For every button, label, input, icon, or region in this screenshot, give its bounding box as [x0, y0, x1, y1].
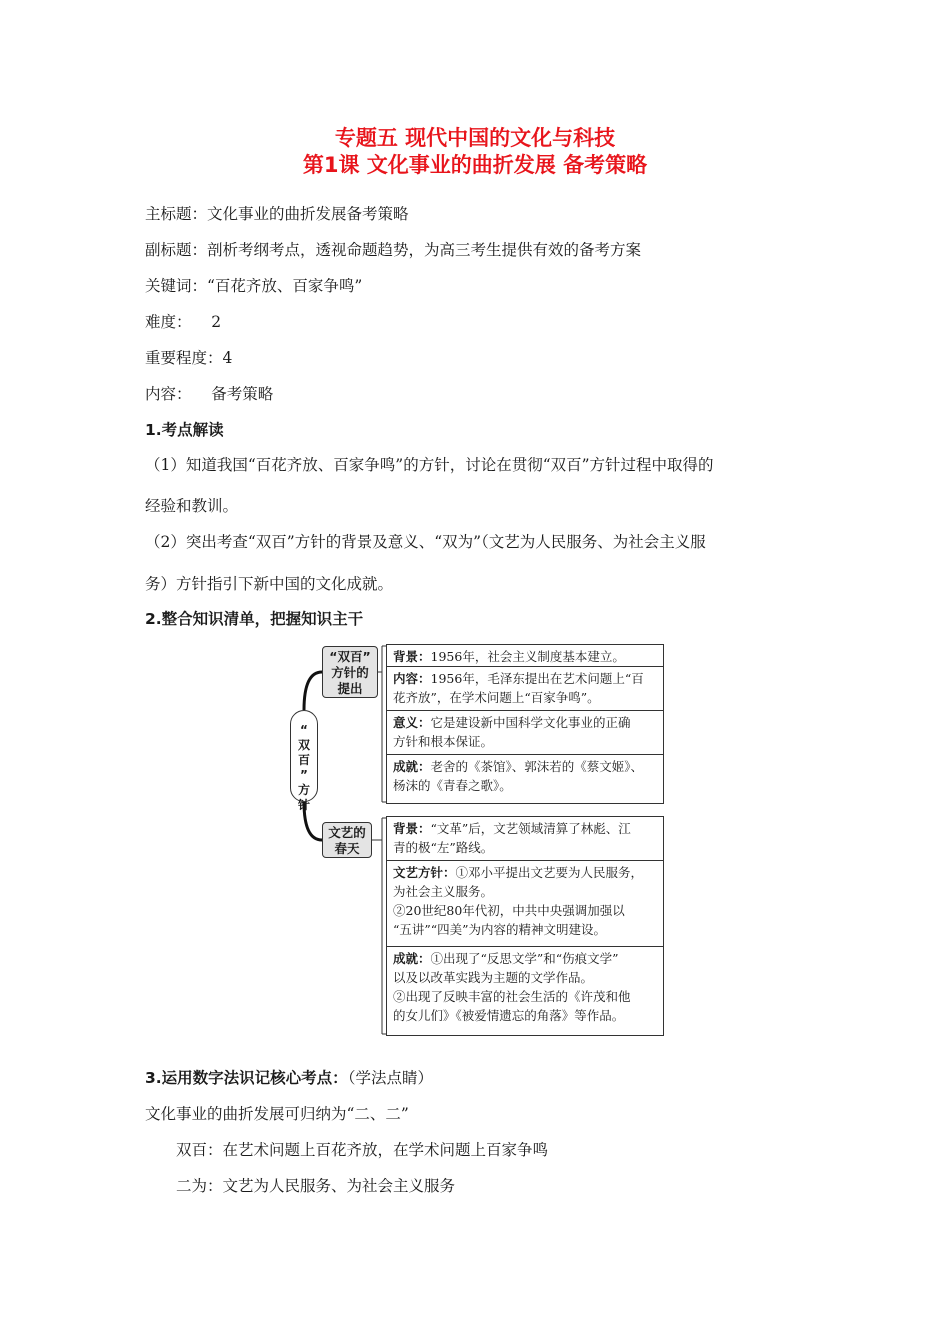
topic-title: 专题五 现代中国的文化与科技 — [334, 126, 616, 150]
panel2-achievements: 成就：①出现了“反思文学”和“伤痕文学” 以及以改革实践为主题的文学作品。 ②出现了反映丰富的社会生活的《许茂和他 的女儿们》《被爱情遗忘的角落》等作品。 — [393, 951, 631, 1023]
section1-p2-line1: （2）突出考查“双百”方针的背景及意义、“双为”（文艺为人民服务、为社会主义服 — [145, 533, 706, 551]
difficulty-line: 难度： 2 — [145, 313, 222, 331]
center-node-shuangbai: “ 双 百 ” 方 针 — [290, 710, 318, 802]
section3-heading: 3.运用数字法识记核心考点： — [145, 1069, 348, 1087]
section3-item1: 双百：在艺术问题上百花齐放，在学术问题上百家争鸣 — [176, 1141, 549, 1159]
section2-heading: 2.整合知识清单，把握知识主干 — [145, 610, 364, 628]
subtitle-line: 副标题：剖析考纲考点，透视命题趋势，为高三考生提供有效的备考方案 — [145, 241, 642, 259]
section1-p1-line2: 经验和教训。 — [145, 497, 239, 515]
panel1-background: 背景：1956年，社会主义制度基本建立。 — [387, 645, 663, 667]
panel1-achievements: 成就：老舍的《茶馆》、郭沫若的《蔡文姬》、 杨沫的《青春之歌》。 — [393, 759, 644, 793]
section3-heading-line — [145, 1066, 433, 1088]
panel-policy-proposal — [386, 644, 664, 804]
panel1-content: 内容：1956年，毛泽东提出在艺术问题上“百 花齐放”，在学术问题上“百家争鸣”。 — [387, 667, 663, 711]
panel1-significance: 意义：它是建设新中国科学文化事业的正确 方针和根本保证。 — [387, 711, 663, 755]
node-policy-proposal: “双百” 方针的 提出 — [322, 646, 378, 698]
section3-item2: 二为：文艺为人民服务、为社会主义服务 — [176, 1177, 456, 1195]
lesson-title: 第1课 文化事业的曲折发展 备考策略 — [302, 153, 648, 177]
section1-p2-line2: 务）方针指引下新中国的文化成就。 — [145, 575, 394, 593]
main-title-line: 主标题：文化事业的曲折发展备考策略 — [145, 205, 409, 223]
knowledge-diagram — [288, 640, 664, 1040]
keywords-line: 关键词：“百花齐放、百家争鸣” — [145, 277, 363, 295]
node-literary-spring: 文艺的 春天 — [322, 822, 372, 858]
panel2-policy: 文艺方针：①邓小平提出文艺要为人民服务， 为社会主义服务。 ②20世纪80年代初，中共中央强调加强以 “五讲”“四美”为内容的精神文明建设。 — [387, 861, 663, 947]
content-line: 内容： 备考策略 — [145, 385, 274, 403]
panel-literary-spring — [386, 816, 664, 1036]
panel2-background: 背景：“文革”后，文艺领域清算了林彪、江 青的极“左”路线。 — [387, 817, 663, 861]
importance-line: 重要程度：4 — [145, 349, 233, 367]
section1-heading: 1.考点解读 — [145, 421, 224, 439]
section1-p1-line1: （1）知道我国“百花齐放、百家争鸣”的方针，讨论在贯彻“双百”方针过程中取得的 — [145, 456, 714, 474]
section3-heading-note: （学法点睛） — [347, 1069, 433, 1087]
section3-intro: 文化事业的曲折发展可归纳为“二、二” — [145, 1105, 409, 1123]
